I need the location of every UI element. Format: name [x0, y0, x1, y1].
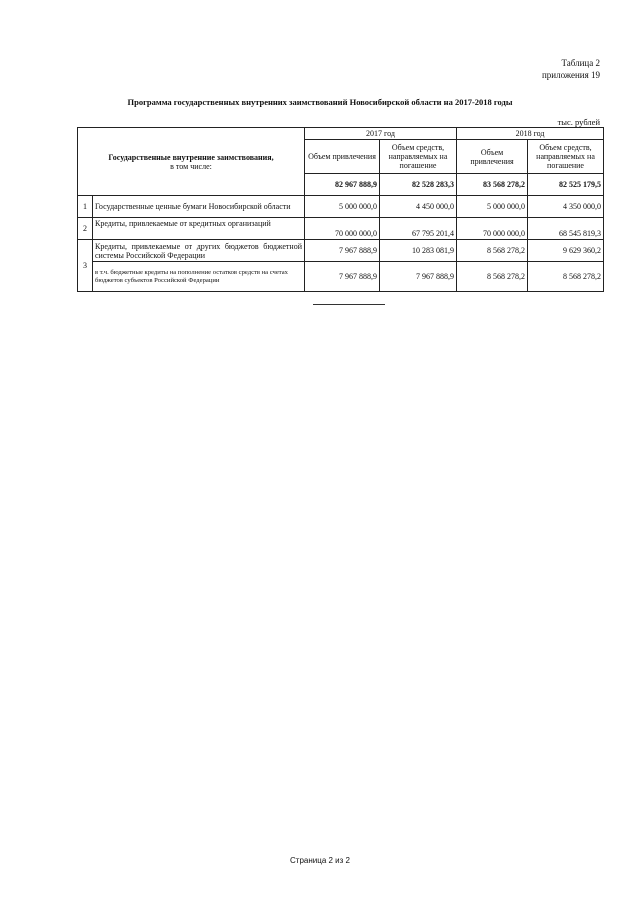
- row-value: 70 000 000,0: [457, 218, 528, 240]
- total-attract-2017: 82 967 888,9: [305, 174, 380, 196]
- repay-header-2018: Объем средств, направляемых на погашение: [528, 140, 604, 174]
- row-value: 8 568 278,2: [457, 240, 528, 262]
- row-value: 4 450 000,0: [380, 196, 457, 218]
- row-value: 8 568 278,2: [528, 262, 604, 292]
- row-value: 8 568 278,2: [457, 262, 528, 292]
- row-value: 7 967 888,9: [305, 262, 380, 292]
- column-header: Государственные внутренние заимствования,: [108, 152, 274, 162]
- year-2017-header: 2017 год: [305, 128, 457, 140]
- row-label: Государственные ценные бумаги Новосибирской области: [93, 196, 305, 218]
- total-repay-2018: 82 525 179,5: [528, 174, 604, 196]
- row-value: 7 967 888,9: [380, 262, 457, 292]
- row-value: 9 629 360,2: [528, 240, 604, 262]
- header-cell: [78, 128, 305, 196]
- row-value: 7 967 888,9: [305, 240, 380, 262]
- row-value: 68 545 819,3: [528, 218, 604, 240]
- page-title: Программа государственных внутренних заимствований Новосибирской области на 2017-2018 годы: [127, 97, 513, 107]
- page-footer: Страница 2 из 2: [290, 856, 350, 865]
- table-row: [78, 196, 604, 218]
- row-value: 67 795 201,4: [380, 218, 457, 240]
- table-number: Таблица 2: [561, 58, 600, 68]
- row-value: 70 000 000,0: [305, 218, 380, 240]
- separator-line: [313, 304, 385, 305]
- table-row: [78, 262, 604, 292]
- column-header-sub: в том числе:: [170, 161, 212, 171]
- row-number: 2: [78, 218, 93, 240]
- row-label: Кредиты, привлекаемые от других бюджетов бюджетной системы Российской Федерации: [93, 240, 305, 262]
- row-label: Кредиты, привлекаемые от кредитных организаций: [93, 218, 305, 240]
- row-value: 4 350 000,0: [528, 196, 604, 218]
- row-number: 1: [78, 196, 93, 218]
- attract-header-2018: Объем привлечения: [457, 140, 528, 174]
- row-value: 5 000 000,0: [457, 196, 528, 218]
- appendix-label: приложения 19: [541, 70, 600, 80]
- total-attract-2018: 83 568 278,2: [457, 174, 528, 196]
- year-2018-header: 2018 год: [457, 128, 604, 140]
- row-value: 10 283 081,9: [380, 240, 457, 262]
- row-value: 5 000 000,0: [305, 196, 380, 218]
- table-row: [78, 240, 604, 262]
- row-number: 3: [78, 240, 93, 292]
- repay-header-2017: Объем средств, направляемых на погашение: [380, 140, 457, 174]
- row-label: в т.ч. бюджетные кредиты на пополнение остатков средств на счетах бюджетов субъектов Российской Федерации: [93, 262, 305, 292]
- borrowing-table: [77, 127, 604, 292]
- table-row: [78, 218, 604, 240]
- attract-header-2017: Объем привлечения: [305, 140, 380, 174]
- total-repay-2017: 82 528 283,3: [380, 174, 457, 196]
- units-label: тыс. рублей: [557, 117, 600, 127]
